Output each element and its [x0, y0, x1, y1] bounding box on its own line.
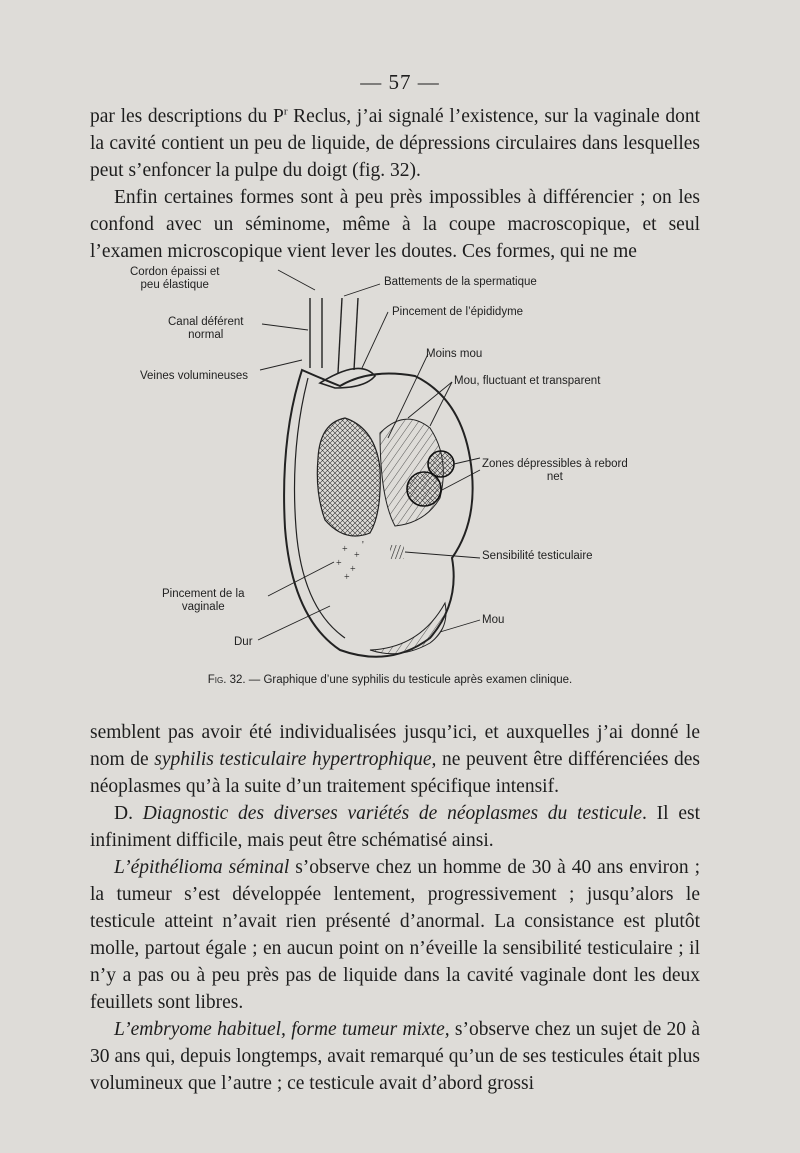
paragraph-6: [90, 1016, 700, 1097]
svg-text:+: +: [336, 558, 342, 569]
label-sensibilite: Sensibilité testiculaire: [482, 550, 593, 562]
paragraph-4: [90, 800, 700, 854]
caption-fig-number: Fig. 32.: [207, 674, 246, 686]
label-cordon: Cordon épaissi et peu élastique: [130, 266, 220, 291]
scattered-marks: [336, 540, 364, 583]
svg-text:+: +: [354, 550, 360, 561]
label-veines: Veines volumineuses: [140, 370, 249, 382]
para3-emphasis: syphilis testiculaire hypertrophique,: [154, 749, 437, 770]
para6-emphasis: L’embryome habituel, forme tumeur mixte,: [114, 1019, 450, 1040]
hard-area: [370, 603, 446, 654]
svg-text:+: +: [350, 564, 356, 575]
depressible-zone-lower: [407, 472, 441, 506]
epididymis-head: [320, 368, 375, 388]
bottom-text-block: [90, 719, 700, 1097]
svg-text:': ': [362, 540, 364, 551]
label-zones: Zones dépressibles à rebord net: [482, 458, 628, 483]
paragraph-2: Enfin certaines formes sont à peu près impossibles à différencier ; on les confond avec un séminome, même à la coupe macroscopique, et seul l’examen microscopique vient lever les doutes. Ces formes, qui ne me: [90, 187, 700, 262]
svg-text:+: +: [342, 544, 348, 555]
paragraph-5: [90, 854, 700, 1016]
para1-text-b: Reclus, j’ai signalé l’existence, sur la vaginale dont la cavité contient un peu de liquide, de dépressions circulaires dans lesquelles peut s’enfoncer la pulpe du doigt (fig. 32).: [90, 106, 700, 181]
top-text-block: [90, 103, 700, 265]
label-canal: Canal déférent normal: [168, 316, 244, 341]
sensibility-mark: [390, 545, 404, 559]
paragraph-1: [90, 103, 700, 184]
label-battements: Battements de la spermatique: [384, 276, 537, 288]
label-pincement-epididyme: Pincement de l’épididyme: [392, 306, 524, 318]
para4-text-a: D.: [114, 803, 143, 824]
svg-text:+: +: [344, 572, 350, 583]
caption-text: — Graphique d’une syphilis du testicule après examen clinique.: [245, 674, 573, 686]
paragraph-3: [90, 719, 700, 800]
label-pincement-vaginale: Pincement de la vaginale: [162, 588, 245, 613]
spermatic-cord: [310, 298, 358, 373]
para4-text-b: . Il est infiniment difficile, mais peut être schématisé ainsi.: [90, 803, 700, 851]
para1-superscript: r: [283, 105, 288, 118]
label-mou: Mou: [482, 614, 505, 626]
para6-text-b: s’observe chez un sujet de 20 à 30 ans qui, depuis longtemps, avait remarqué qu’un de ses testicules était plus volumineux que l’autre ; ce testicule avait d’abord grossi: [90, 1019, 700, 1094]
para3-text-a: semblent pas avoir été individualisées jusqu’ici, et auxquelles j’ai donné le nom de: [90, 722, 700, 770]
para3-text-b: ne peuvent être différenciées des néoplasmes qu’à la suite d’un traitement spécifique intensif.: [90, 749, 700, 797]
page-number: — 57 —: [360, 70, 440, 94]
para1-text-a: par les descriptions du P: [90, 106, 284, 127]
label-moins-mou: Moins mou: [426, 348, 483, 360]
figure-32: [130, 258, 650, 708]
hatched-mass: [317, 418, 380, 536]
para5-text-b: s’observe chez un homme de 30 à 40 ans environ ; la tumeur s’est développée lentement, progressivement ; jusqu’alors le testicule atteint n’avait rien présenté d’anormal. La consistance est plutôt molle, partout égale ; en aucun point on n’éveille la sensibilité testiculaire ; il n’y a pas ou à peu près pas de liquide dans la cavité vaginale dont les deux feuillets sont libres.: [90, 857, 701, 1013]
label-dur: Dur: [234, 636, 253, 648]
para4-emphasis: Diagnostic des diverses variétés de néoplasmes du testicule: [142, 803, 643, 824]
label-fluctuant: Mou, fluctuant et transparent: [454, 375, 601, 387]
para5-emphasis: L’épithélioma séminal: [114, 857, 290, 878]
figure-caption: [130, 674, 650, 686]
